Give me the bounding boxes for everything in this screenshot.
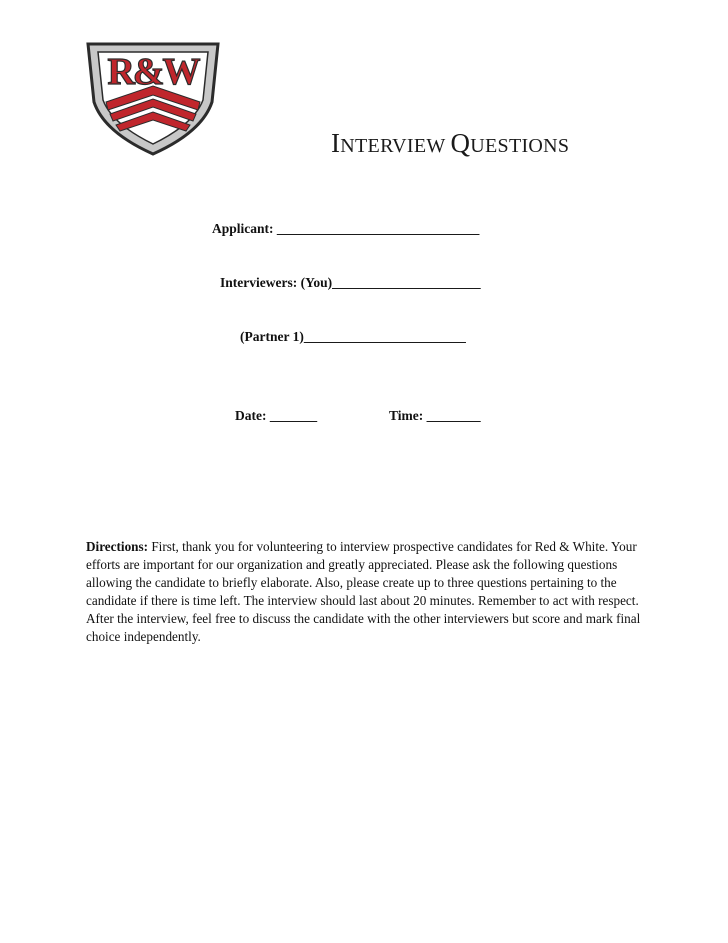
directions-text: First, thank you for volunteering to interview prospective candidates for Red & White. Your efforts are important for our organization and greatly appreciated. Please ask the following questions allowing the candidate to briefly elaborate. Also, please create up to three questions pertaining to the candidate if there is time left. The interview should last about 20 minutes. Remember to act with respect. After the interview, feel free to discuss the candidate with the other interviewers but score and mark final choice independently. xyxy=(86,539,641,644)
time-field: Time: ________ xyxy=(389,408,481,423)
directions-label: Directions: xyxy=(86,539,149,554)
date-field: Date: _______ xyxy=(235,408,318,423)
title-initial-1: I xyxy=(331,128,341,158)
partner-field: (Partner 1)________________________ xyxy=(240,329,466,344)
interviewers-field: Interviewers: (You)______________________ xyxy=(220,275,481,290)
title-initial-2: Q xyxy=(450,128,471,158)
rw-shield-logo xyxy=(84,40,222,158)
page-title xyxy=(331,128,661,159)
applicant-field: Applicant: ______________________________ xyxy=(212,221,480,236)
directions-paragraph xyxy=(86,538,646,646)
logo-letters: R&W xyxy=(107,51,199,93)
title-rest-2: UESTIONS xyxy=(470,135,570,157)
title-rest-1: NTERVIEW xyxy=(340,135,451,157)
